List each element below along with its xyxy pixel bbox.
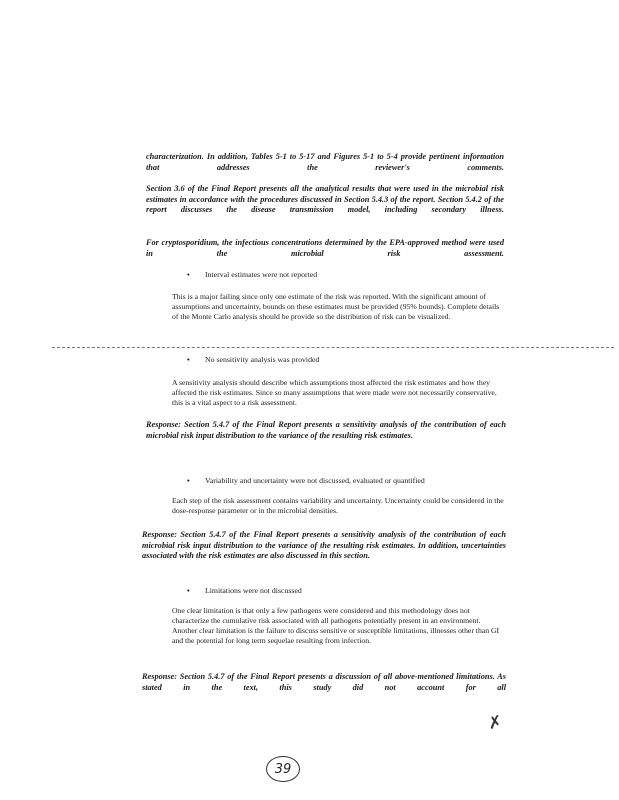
bullet-interval-estimates bbox=[187, 270, 317, 280]
response-sensitivity: Response: Section 5.4.7 of the Final Report presents a sensitivity analysis of the contribution of each microbial risk input distribution to the variance of the resulting risk estimates. bbox=[146, 420, 506, 440]
scan-dashed-line bbox=[52, 347, 614, 348]
page-number-stamp: 39 bbox=[266, 756, 300, 782]
paragraph-section-3-6: Section 3.6 of the Final Report presents all the analytical results that were used in the microbial risk estimates in accordance with the procedures discussed in Section 5.4.3 of the report. Section 5.4.2 of the report discusses the disease transmission model, including secondary illness. bbox=[146, 184, 504, 215]
handwritten-check-mark: ✗ bbox=[486, 711, 505, 735]
bullet-text: Variability and uncertainty were not discussed, evaluated or quantified bbox=[205, 476, 425, 485]
paragraph-characterization: characterization. In addition, Tables 5-1 to 5-17 and Figures 5-1 to 5-4 provide pertinent information that addresses the reviewer's comments. bbox=[146, 152, 504, 172]
response-variability: Response: Section 5.4.7 of the Final Report presents a sensitivity analysis of the contribution of each microbial risk input distribution to the variance of the resulting risk estimates. In addition, uncertainties associated with the risk estimates are also discussed in this section. bbox=[142, 530, 506, 561]
response-limitations: Response: Section 5.4.7 of the Final Report presents a discussion of all above-mentioned limitations. As stated in the text, this study did not account for all bbox=[142, 672, 506, 692]
bullet-text: No sensitivity analysis was provided bbox=[205, 355, 320, 364]
comment-interval-estimates: This is a major failing since only one estimate of the risk was reported. With the significant amount of assumptions and uncertainty, bounds on these estimates must be provided (95% bounds). Complete details of the Monte Carlo analysis should be provide so the distribution of risk can be visualized. bbox=[172, 292, 500, 321]
bullet-dot-icon: • bbox=[187, 270, 190, 279]
bullet-limitations bbox=[187, 586, 302, 596]
bullet-sensitivity-analysis bbox=[187, 355, 319, 365]
comment-limitations: One clear limitation is that only a few pathogens were considered and this methodology does not characterize the cumulative risk associated with all pathogens potentially present in an environment. Another clear limitation is the failure to discuss sensitive or susceptible limitations, illnesses other than GI and the potential for long term sequelae resulting from infection. bbox=[172, 606, 500, 645]
paragraph-cryptosporidium: For cryptosporidium, the infectious concentrations determined by the EPA-approved method were used in the microbial risk assessment. bbox=[146, 238, 504, 258]
bullet-text: Limitations were not discussed bbox=[205, 586, 302, 595]
bullet-variability-uncertainty bbox=[187, 476, 425, 486]
bullet-text: Interval estimates were not reported bbox=[205, 270, 318, 279]
bullet-dot-icon: • bbox=[187, 476, 190, 485]
comment-sensitivity-analysis: A sensitivity analysis should describe which assumptions most affected the risk estimates and how they affected the risk estimates. Since so many assumptions that were made were not necessarily conservative, this is a vital aspect to a risk assessment. bbox=[172, 378, 497, 407]
bullet-dot-icon: • bbox=[187, 355, 190, 364]
bullet-dot-icon: • bbox=[187, 586, 190, 595]
comment-variability-uncertainty: Each step of the risk assessment contains variability and uncertainty. Uncertainty could be considered in the dose-response parameter or in the microbial densities. bbox=[172, 496, 504, 515]
